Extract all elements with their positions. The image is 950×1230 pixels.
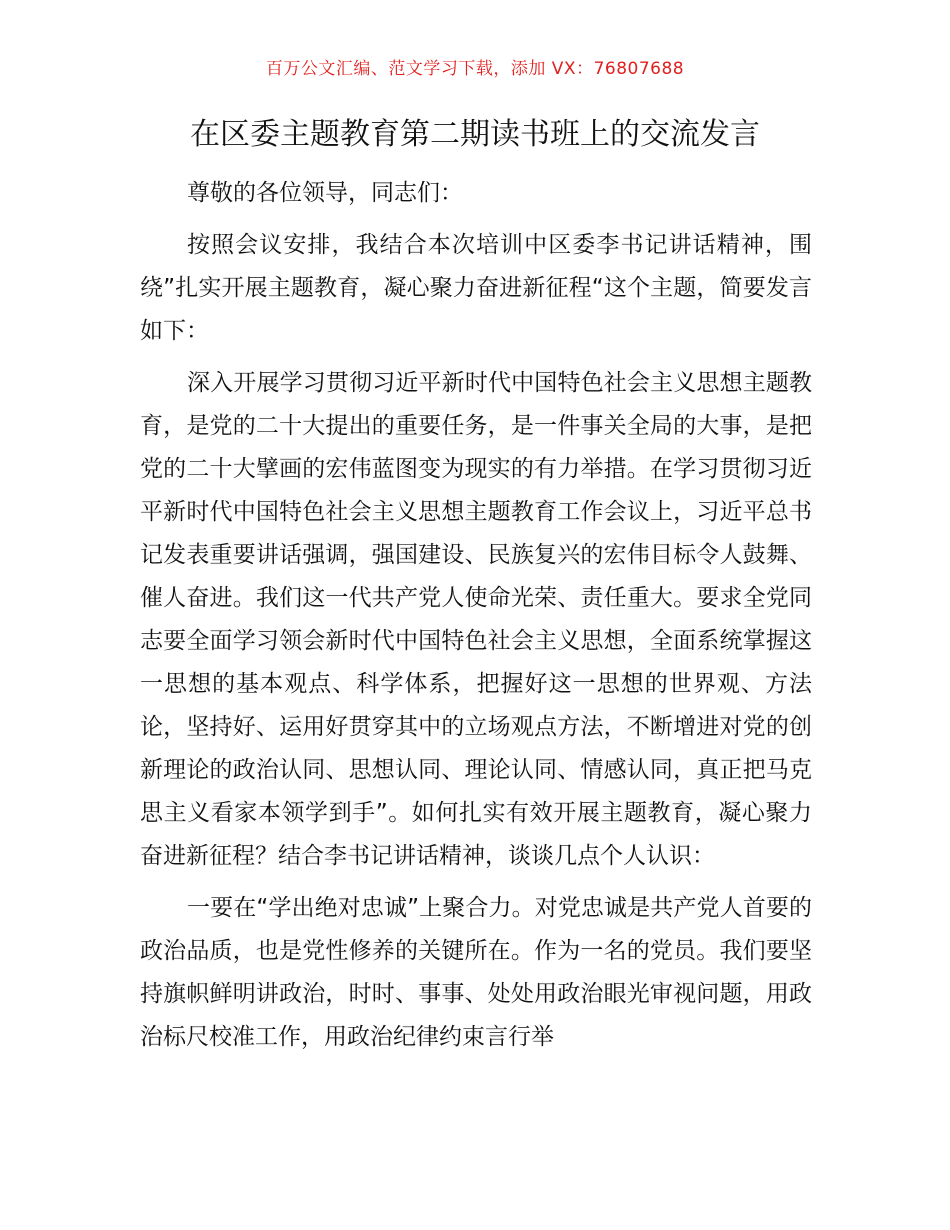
document-title: 在区委主题教育第二期读书班上的交流发言 (190, 117, 760, 152)
body-paragraph: 深入开展学习贯彻习近平新时代中国特色社会主义思想主题教育，是党的二十大提出的重要任务，是一件事关全局的大事，是把党的二十大擘画的宏伟蓝图变为现实的有力举措。在学习贯彻习近平新时代中国特色社会主义思想主题教育工作会议上，习近平总书记发表重要讲话强调，强国建设、民族复兴的宏伟目标令人鼓舞、催人奋进。我们这一代共产党人使命光荣、责任重大。要求全党同志要全面学习领会新时代中国特色社会主义思想，全面系统掌握这一思想的基本观点、科学体系，把握好这一思想的世界观、方法论，坚持好、运用好贯穿其中的立场观点方法，不断增进对党的创新理论的政治认同、思想认同、理论认同、情感认同，真正把马克思主义看家本领学到手”。如何扎实有效开展主题教育，凝心聚力奋进新征程？结合李书记讲话精神，谈谈几点个人认识： (140, 370, 812, 869)
point-one-paragraph: 一要在“学出绝对忠诚”上聚合力。对党忠诚是共产党人首要的政治品质，也是党性修养的关键所在。作为一名的党员。我们要坚持旗帜鲜明讲政治，时时、事事、处处用政治眼光审视问题，用政治标尺校准工作，用政治纪律约束言行举 (140, 895, 812, 1050)
salutation-paragraph: 尊敬的各位领导，同志们： (187, 180, 463, 206)
document-body (140, 172, 812, 1068)
intro-paragraph: 按照会议安排，我结合本次培训中区委李书记讲话精神，围绕”扎实开展主题教育，凝心聚力奋进新征程“这个主题，简要发言如下： (140, 232, 812, 344)
header-watermark-note: 百万公文汇编、范文学习下载，添加 VX：76807688 (265, 59, 685, 79)
